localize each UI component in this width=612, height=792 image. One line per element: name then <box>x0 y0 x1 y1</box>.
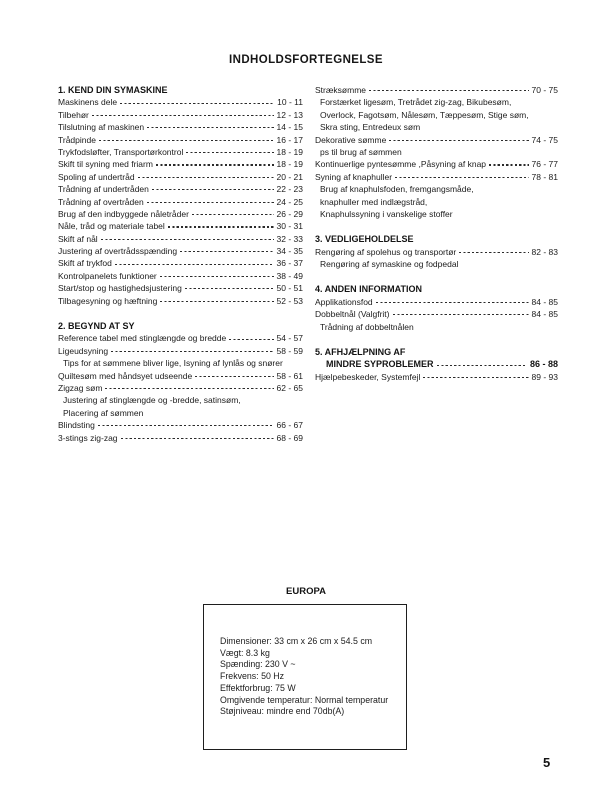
dash-leader <box>120 103 274 104</box>
toc-entry <box>58 96 303 108</box>
toc-entry-label: Skift af nål <box>58 233 98 244</box>
toc-entry-label: Trådning af undertråden <box>58 184 149 195</box>
dash-leader <box>192 214 274 215</box>
toc-entry <box>58 121 303 133</box>
toc-entry-pages: 18 - 19 <box>276 159 303 170</box>
toc-entry-pages: 26 - 29 <box>276 208 303 219</box>
toc-entry-pages: 30 - 31 <box>276 221 303 232</box>
dash-leader <box>489 164 528 165</box>
toc-entry <box>58 146 303 158</box>
dash-leader <box>369 90 529 91</box>
toc-section-header: 5. AFHJÆLPNING AF <box>315 347 406 358</box>
toc-entry-pages: 86 - 88 <box>529 359 558 370</box>
toc-entry-label: Start/stop og hastighedsjustering <box>58 283 182 294</box>
page-number: 5 <box>543 755 551 770</box>
dash-leader <box>437 365 527 366</box>
dash-leader <box>180 251 273 252</box>
toc-entry <box>58 257 303 269</box>
toc-entry-label: Trykfodsløfter, Transportørkontrol <box>58 146 184 157</box>
toc-entry-label: Hjælpebeskeder, Systemfejl <box>315 371 421 382</box>
toc-entry-pages: 22 - 23 <box>276 184 303 195</box>
europa-spec-list <box>220 636 406 718</box>
toc-entry-label: Trådning af overtråden <box>58 196 144 207</box>
toc-entry-pages: 20 - 21 <box>276 171 303 182</box>
toc-entry <box>315 171 558 183</box>
toc-entry <box>58 245 303 257</box>
toc-entry <box>315 358 558 370</box>
spec-line: Spænding: 230 V ~ <box>220 659 296 670</box>
dash-leader <box>147 202 274 203</box>
toc-entry <box>315 371 558 383</box>
toc-entry-pages: 10 - 11 <box>277 97 303 108</box>
toc-entry-label: Ligeudsyning <box>58 345 109 356</box>
spec-line: Støjniveau: mindre end 70db(A) <box>220 706 345 717</box>
toc-entry-label: MINDRE SYPROBLEMER <box>326 359 434 370</box>
toc-entry <box>315 308 558 320</box>
toc-section-header: 4. ANDEN INFORMATION <box>315 284 422 295</box>
toc-entry <box>58 196 303 208</box>
dash-leader <box>147 127 273 128</box>
toc-entry-pages: 24 - 25 <box>276 196 303 207</box>
toc-sub-entry: Trådning af dobbeltnålen <box>320 321 414 332</box>
dash-leader <box>389 140 528 141</box>
toc-entry-pages: 14 - 15 <box>276 122 303 133</box>
toc-entry-label: Kontinuerlige pyntesømme ,Påsyning af knap <box>315 159 487 170</box>
toc-entry-label: Dobbeltnål (Valgfrit) <box>315 309 390 320</box>
toc-entry <box>315 134 558 146</box>
dash-leader <box>186 152 273 153</box>
toc-entry <box>315 296 558 308</box>
toc-entry-label: Quiltesøm med håndsyet udseende <box>58 370 193 381</box>
dash-leader <box>101 239 274 240</box>
toc-entry-label: Reference tabel med stinglængde og bredde <box>58 333 227 344</box>
dash-leader <box>160 301 273 302</box>
toc-entry <box>315 84 558 96</box>
dash-leader <box>138 177 274 178</box>
dash-leader <box>111 351 273 352</box>
toc-entry <box>58 183 303 195</box>
toc-entry-pages: 58 - 59 <box>276 345 303 356</box>
toc-sub-entry: Tips for at sømmene bliver lige, Isyning af lynlås og snører <box>63 358 283 369</box>
toc-entry-pages: 66 - 67 <box>276 420 303 431</box>
dash-leader <box>156 164 274 165</box>
toc-entry <box>58 370 303 382</box>
dash-leader <box>376 302 529 303</box>
toc-entry <box>58 345 303 357</box>
dash-leader <box>92 115 274 116</box>
toc-entry-label: Dekorative sømme <box>315 134 387 145</box>
toc-section-header: 3. VEDLIGEHOLDELSE <box>315 234 414 245</box>
toc-entry <box>315 246 558 258</box>
toc-sub-entry: Overlock, Fagotsøm, Nålesøm, Tæppesøm, Stige søm, <box>320 109 529 120</box>
page-title: INDHOLDSFORTEGNELSE <box>229 54 383 66</box>
dash-leader <box>121 438 274 439</box>
toc-entry-label: Zigzag søm <box>58 382 103 393</box>
spec-line: Frekvens: 50 Hz <box>220 671 285 682</box>
toc-section-header: 2. BEGYND AT SY <box>58 321 135 332</box>
toc-entry-pages: 68 - 69 <box>276 432 303 443</box>
toc-entry <box>58 332 303 344</box>
toc-entry-label: Justering af overtrådsspænding <box>58 246 178 257</box>
dash-leader <box>105 388 273 389</box>
toc-entry-pages: 82 - 83 <box>531 246 558 257</box>
spec-line: Vægt: 8.3 kg <box>220 647 270 658</box>
toc-column-left <box>58 84 303 444</box>
dash-leader <box>152 189 274 190</box>
toc-entry-label: Tilslutning af maskinen <box>58 122 145 133</box>
dash-leader <box>160 276 274 277</box>
dash-leader <box>195 376 273 377</box>
toc-entry <box>58 171 303 183</box>
dash-leader <box>185 288 274 289</box>
toc-entry-label: Applikationsfod <box>315 296 373 307</box>
toc-entry <box>58 220 303 232</box>
dash-leader <box>393 314 529 315</box>
toc-entry-label: Stræksømme <box>315 85 366 95</box>
dash-leader <box>423 377 528 378</box>
toc-entry <box>58 134 303 146</box>
toc-entry-pages: 76 - 77 <box>531 159 558 170</box>
toc-entry-pages: 74 - 75 <box>531 134 558 145</box>
toc-entry-label: Syning af knaphuller <box>315 171 393 182</box>
toc-entry-pages: 54 - 57 <box>276 333 303 344</box>
toc-entry-label: Kontrolpanelets funktioner <box>58 270 157 281</box>
toc-entry-pages: 62 - 65 <box>276 382 303 393</box>
toc-sub-entry: knaphuller med indlægstråd, <box>320 196 428 207</box>
toc-entry <box>58 109 303 121</box>
toc-sub-entry: ps til brug af sømmen <box>320 146 402 157</box>
toc-entry-pages: 16 - 17 <box>276 134 303 145</box>
spec-line: Omgivende temperatur: Normal temperatur <box>220 694 389 705</box>
toc-section-header: 1. KEND DIN SYMASKINE <box>58 85 168 95</box>
toc-entry-pages: 50 - 51 <box>276 283 303 294</box>
toc-entry <box>315 158 558 170</box>
toc-sub-entry: Brug af knaphulsfoden, fremgangsmåde, <box>320 184 474 195</box>
toc-entry-pages: 70 - 75 <box>531 85 558 95</box>
toc-entry-label: Tilbagesyning og hæftning <box>58 295 158 306</box>
toc-column-right <box>315 84 558 383</box>
toc-entry <box>58 233 303 245</box>
toc-entry-label: Skift af trykfod <box>58 258 112 269</box>
toc-entry-label: Maskinens dele <box>58 97 118 108</box>
toc-entry-label: Brug af den indbyggede nåletråder <box>58 208 189 219</box>
dash-leader <box>115 264 274 265</box>
toc-entry-label: Trådpinde <box>58 134 96 145</box>
toc-entry <box>58 270 303 282</box>
dash-leader <box>98 425 274 426</box>
toc-entry-label: 3-stings zig-zag <box>58 432 118 443</box>
toc-entry-label: Blindsting <box>58 420 95 431</box>
toc-entry-label: Rengøring af spolehus og transportør <box>315 246 457 257</box>
dash-leader <box>459 252 528 253</box>
toc-entry <box>58 419 303 431</box>
toc-entry-pages: 84 - 85 <box>531 309 558 320</box>
dash-leader <box>229 339 273 340</box>
toc-entry <box>58 158 303 170</box>
toc-entry-pages: 78 - 81 <box>531 171 558 182</box>
toc-entry-pages: 12 - 13 <box>276 109 303 120</box>
toc-sub-entry: Placering af sømmen <box>63 407 144 418</box>
dash-leader <box>168 226 274 227</box>
toc-sub-entry: Rengøring af symaskine og fodpedal <box>320 259 459 270</box>
toc-entry-pages: 38 - 49 <box>276 270 303 281</box>
dash-leader <box>395 177 529 178</box>
toc-entry <box>58 382 303 394</box>
toc-entry-label: Spoling af undertråd <box>58 171 135 182</box>
toc-entry-pages: 52 - 53 <box>276 295 303 306</box>
europa-spec-box <box>203 604 407 750</box>
toc-entry-pages: 58 - 61 <box>276 370 303 381</box>
toc-entry <box>58 208 303 220</box>
toc-sub-entry: Knaphulssyning i vanskelige stoffer <box>320 208 453 219</box>
toc-entry <box>58 282 303 294</box>
toc-entry-label: Tilbehør <box>58 109 89 120</box>
toc-entry-label: Nåle, tråd og materiale tabel <box>58 221 165 232</box>
dash-leader <box>99 140 274 141</box>
europa-heading: EUROPA <box>286 586 326 597</box>
toc-entry-pages: 84 - 85 <box>531 296 558 307</box>
toc-entry-label: Skift til syning med friarm <box>58 159 153 170</box>
toc-entry-pages: 36 - 37 <box>276 258 303 269</box>
toc-sub-entry: Justering af stinglængde og -bredde, satinsøm, <box>63 395 241 406</box>
toc-sub-entry: Skra sting, Entredeux søm <box>320 122 421 133</box>
toc-entry <box>58 432 303 444</box>
toc-entry-pages: 18 - 19 <box>276 146 303 157</box>
toc-entry-pages: 89 - 93 <box>531 371 558 382</box>
toc-entry <box>58 295 303 307</box>
spec-line: Dimensioner: 33 cm x 26 cm x 54.5 cm <box>220 636 373 646</box>
spec-line: Effektforbrug: 75 W <box>220 682 296 693</box>
toc-entry-pages: 34 - 35 <box>276 246 303 257</box>
toc-sub-entry: Forstærket ligesøm, Tretrådet zig-zag, Bikubesøm, <box>320 97 512 108</box>
toc-entry-pages: 32 - 33 <box>276 233 303 244</box>
